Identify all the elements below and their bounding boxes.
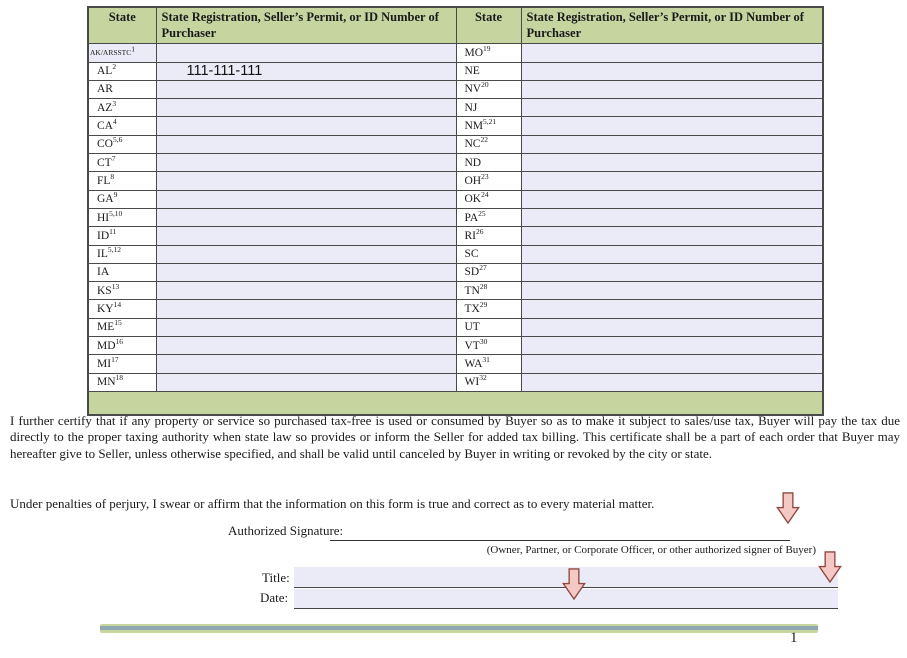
table-row <box>88 337 823 355</box>
state-cell: NE <box>456 62 521 80</box>
registration-number-cell[interactable] <box>156 355 456 373</box>
registration-number-cell[interactable] <box>521 208 823 226</box>
state-cell: MN$^{18}$ <box>88 373 156 391</box>
state-cell: $CT^7$ <box>88 154 156 172</box>
table-row <box>88 318 823 336</box>
registration-number-cell[interactable] <box>156 300 456 318</box>
state-cell: TX$^{29}$ <box>456 300 521 318</box>
state-cell: SC <box>456 245 521 263</box>
state-cell: TN$^{28}$ <box>456 282 521 300</box>
state-cell: ME$^{15}$ <box>88 318 156 336</box>
registration-number-cell[interactable] <box>156 135 456 153</box>
state-column-header: State <box>88 7 156 44</box>
table-row <box>88 172 823 190</box>
state-column-header: State <box>456 7 521 44</box>
registration-number-cell[interactable] <box>521 245 823 263</box>
state-cell: NJ <box>456 99 521 117</box>
signature-caption: (Owner, Partner, or Corporate Officer, or other authorized signer of Buyer) <box>486 544 816 556</box>
authorized-signature-field[interactable] <box>330 524 790 541</box>
state-cell: ID$^{11}$ <box>88 227 156 245</box>
table-row <box>88 62 823 80</box>
state-cell: RI$^{26}$ <box>456 227 521 245</box>
state-cell: OH$^{23}$ <box>456 172 521 190</box>
registration-column-header: State Registration, Seller’s Permit, or ID Number of Purchaser <box>156 7 456 44</box>
state-cell: $CA^4$ <box>88 117 156 135</box>
state-cell: VT$^{30}$ <box>456 337 521 355</box>
registration-number-cell[interactable] <box>156 282 456 300</box>
registration-number-cell[interactable] <box>156 80 456 98</box>
registration-number-cell[interactable] <box>156 190 456 208</box>
state-cell: NV$^{20}$ <box>456 80 521 98</box>
state-cell: UT <box>456 318 521 336</box>
registration-number-cell[interactable] <box>521 62 823 80</box>
page-number: 1 <box>790 630 798 646</box>
registration-column-header: State Registration, Seller’s Permit, or ID Number of Purchaser <box>521 7 823 44</box>
table-row <box>88 373 823 391</box>
table-row <box>88 117 823 135</box>
state-cell: KY$^{14}$ <box>88 300 156 318</box>
registration-number-cell[interactable] <box>156 117 456 135</box>
state-cell: $AZ^3$ <box>88 99 156 117</box>
registration-number-cell[interactable] <box>521 300 823 318</box>
state-cell: $FL^8$ <box>88 172 156 190</box>
state-cell: ND <box>456 154 521 172</box>
registration-number-cell[interactable] <box>521 44 823 62</box>
state-cell: MD$^{16}$ <box>88 337 156 355</box>
registration-number-cell[interactable] <box>156 245 456 263</box>
authorized-signature-label: Authorized Signature: <box>228 523 344 538</box>
table-row <box>88 282 823 300</box>
down-arrow-icon <box>818 551 842 584</box>
state-cell: CO$^{5,6}$ <box>88 135 156 153</box>
registration-number-cell[interactable]: 111-111-111 <box>156 62 456 80</box>
registration-number-cell[interactable] <box>156 337 456 355</box>
registration-number-cell[interactable] <box>156 373 456 391</box>
registration-number-cell[interactable] <box>521 99 823 117</box>
state-cell: PA$^{25}$ <box>456 208 521 226</box>
registration-number-cell[interactable] <box>521 135 823 153</box>
table-header-row <box>88 7 823 44</box>
registration-number-cell[interactable] <box>156 227 456 245</box>
registration-number-cell[interactable] <box>521 154 823 172</box>
registration-number-cell[interactable] <box>156 263 456 281</box>
registration-number-cell[interactable] <box>521 337 823 355</box>
registration-number-cell[interactable] <box>521 172 823 190</box>
table-footer-band <box>88 391 823 415</box>
registration-number-cell[interactable] <box>521 263 823 281</box>
state-cell: $GA^9$ <box>88 190 156 208</box>
registration-number-cell[interactable] <box>156 99 456 117</box>
registration-number-cell[interactable] <box>521 227 823 245</box>
title-label: Title: <box>262 570 290 585</box>
state-cell: AK/ARSSTC$^1$ <box>88 44 156 62</box>
registration-number-cell[interactable] <box>521 190 823 208</box>
state-cell: KS$^{13}$ <box>88 282 156 300</box>
state-cell: MI$^{17}$ <box>88 355 156 373</box>
state-cell: AR <box>88 80 156 98</box>
registration-number-cell[interactable] <box>521 80 823 98</box>
down-arrow-icon <box>562 568 586 601</box>
table-row <box>88 227 823 245</box>
table-row <box>88 135 823 153</box>
footer-divider-bar <box>100 624 818 633</box>
state-cell: SD$^{27}$ <box>456 263 521 281</box>
table-row <box>88 263 823 281</box>
table-row <box>88 190 823 208</box>
table-row <box>88 245 823 263</box>
registration-number-cell[interactable] <box>156 154 456 172</box>
state-cell: NM$^{5,21}$ <box>456 117 521 135</box>
certification-paragraph: I further certify that if any property or service so purchased tax-free is used or consumed by Buyer so as to make it subject to sales/use tax, Buyer will pay the tax due directly to the proper taxing authority when state law so provides or inform the Seller for added tax billing. This certificate shall be a part of each order that Buyer may hereafter give to Seller, unless otherwise specified, and shall be valid until canceled by Buyer in writing or revoked by the city or state. <box>10 413 900 461</box>
perjury-statement: Under penalties of perjury, I swear or affirm that the information on this form is true and correct as to every material matter. <box>10 496 655 511</box>
state-cell: OK$^{24}$ <box>456 190 521 208</box>
registration-number-cell[interactable] <box>156 172 456 190</box>
state-cell: IA <box>88 263 156 281</box>
state-cell: WI$^{32}$ <box>456 373 521 391</box>
state-cell: MO$^{19}$ <box>456 44 521 62</box>
state-cell: WA$^{31}$ <box>456 355 521 373</box>
state-table-body <box>88 44 823 392</box>
registration-number-cell[interactable] <box>521 318 823 336</box>
state-cell: HI$^{5,10}$ <box>88 208 156 226</box>
down-arrow-icon <box>776 492 800 525</box>
state-cell: NC$^{22}$ <box>456 135 521 153</box>
state-cell: $AL^2$ <box>88 62 156 80</box>
table-row <box>88 44 823 62</box>
registration-number-cell[interactable] <box>156 318 456 336</box>
registration-number-cell[interactable] <box>521 355 823 373</box>
state-cell: IL$^{5,12}$ <box>88 245 156 263</box>
registration-number-cell[interactable] <box>521 373 823 391</box>
table-footer-row <box>88 391 823 415</box>
table-row <box>88 99 823 117</box>
registration-number-cell[interactable] <box>521 117 823 135</box>
table-row <box>88 355 823 373</box>
date-label: Date: <box>260 590 289 605</box>
table-row <box>88 300 823 318</box>
table-row <box>88 208 823 226</box>
table-row <box>88 80 823 98</box>
state-registration-table <box>87 6 824 416</box>
table-row <box>88 154 823 172</box>
registration-number-cell[interactable] <box>156 44 456 62</box>
registration-number-cell[interactable] <box>521 282 823 300</box>
registration-number-cell[interactable] <box>156 208 456 226</box>
